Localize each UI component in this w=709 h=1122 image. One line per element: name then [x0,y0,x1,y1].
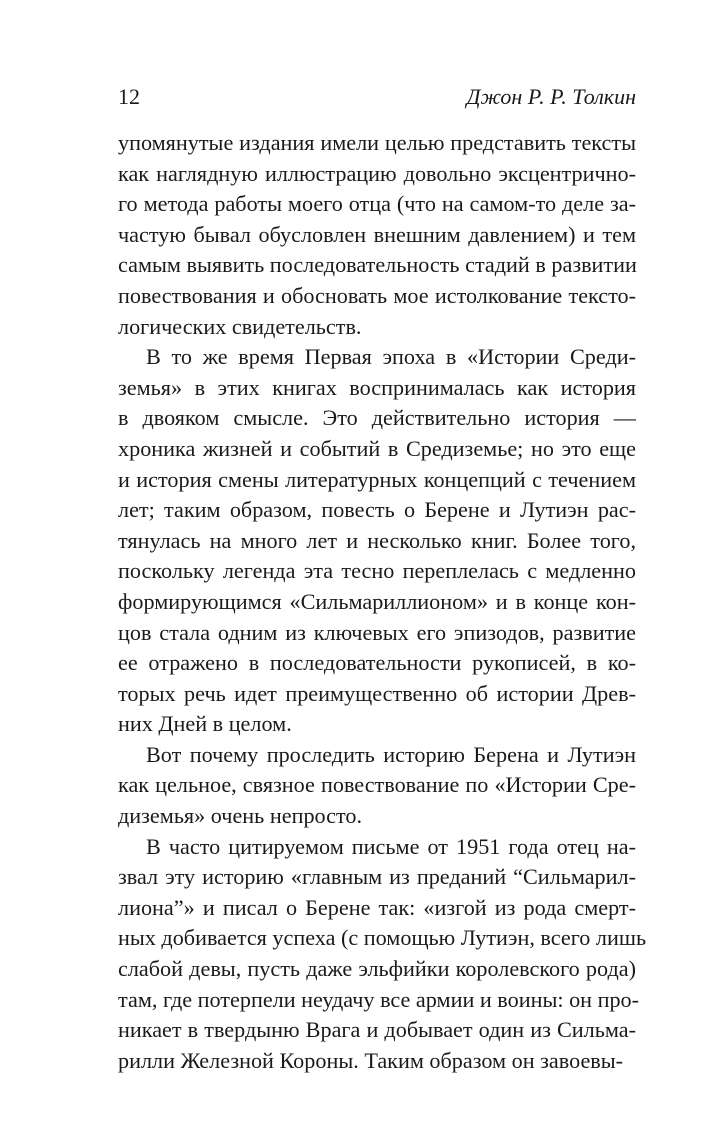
text-line: хроника жизней и событий в Средиземье; но это еще [118,435,636,461]
text-line: лиона”» и писал о Берене так: «изгой из рода смерт- [118,894,636,920]
running-title: Джон Р. Р. Толкин [466,84,636,109]
paragraph [118,128,636,342]
text-line: диземья» очень непросто. [118,803,363,829]
text-line: го метода работы моего отца (что на самом-то деле за- [118,191,636,217]
running-head [118,80,636,114]
text-line: и история смены литературных концепций с течением [118,466,636,492]
text-line: логических свидетельств. [118,313,362,339]
page-number: 12 [118,84,140,109]
text-line: формирующимся «Сильмариллионом» и в конце кон- [118,588,636,614]
text-line: в двояком смысле. Это действительно история — [118,405,636,431]
text-line: повествования и обосновать мое истолкование тексто- [118,282,636,308]
text-line: как цельное, связное повествование по «Истории Сре- [118,772,636,798]
text-line: В то же время Первая эпоха в «Истории Среди- [146,344,636,370]
text-line: там, где потерпели неудачу все армии и воины: он про- [118,986,640,1012]
text-line: никает в твердыню Врага и добывает один из Сильма- [118,1017,636,1043]
paragraph [118,832,647,1077]
body-text [118,128,647,1076]
paragraph [118,740,636,832]
text-line: рилли Железной Короны. Таким образом он завоевы- [118,1047,624,1073]
text-line: лет; таким образом, повесть о Берене и Лутиэн рас- [118,497,636,523]
text-line: звал эту историю «главным из преданий “Сильмарил- [118,864,636,890]
text-line: них Дней в целом. [118,711,292,737]
text-line: ных добивается успеха (с помощью Лутиэн, всего лишь [118,925,647,951]
text-line: В часто цитируемом письме от 1951 года отец на- [146,833,636,859]
text-line: земья» в этих книгах воспринималась как история [118,374,636,400]
text-line: тянулась на много лет и несколько книг. Более того, [118,527,636,553]
text-line: частую бывал обусловлен внешним давлением) и тем [118,221,636,247]
text-line: ее отражено в последовательности рукописей, в ко- [118,650,636,676]
text-line: как наглядную иллюстрацию довольно эксцентрично- [118,160,636,186]
text-line: Вот почему проследить историю Берена и Лутиэн [146,741,636,767]
paragraph [118,342,636,740]
text-line: цов стала одним из ключевых его эпизодов, развитие [118,619,636,645]
text-line: поскольку легенда эта тесно переплелась с медленно [118,558,636,584]
text-line: самым выявить последовательность стадий в развитии [118,252,637,278]
text-line: упомянутые издания имели целью представить тексты [118,130,636,155]
text-line: слабой девы, пусть даже эльфийки королевского рода) [118,956,636,982]
text-line: торых речь идет преимущественно об истории Древ- [118,680,636,706]
